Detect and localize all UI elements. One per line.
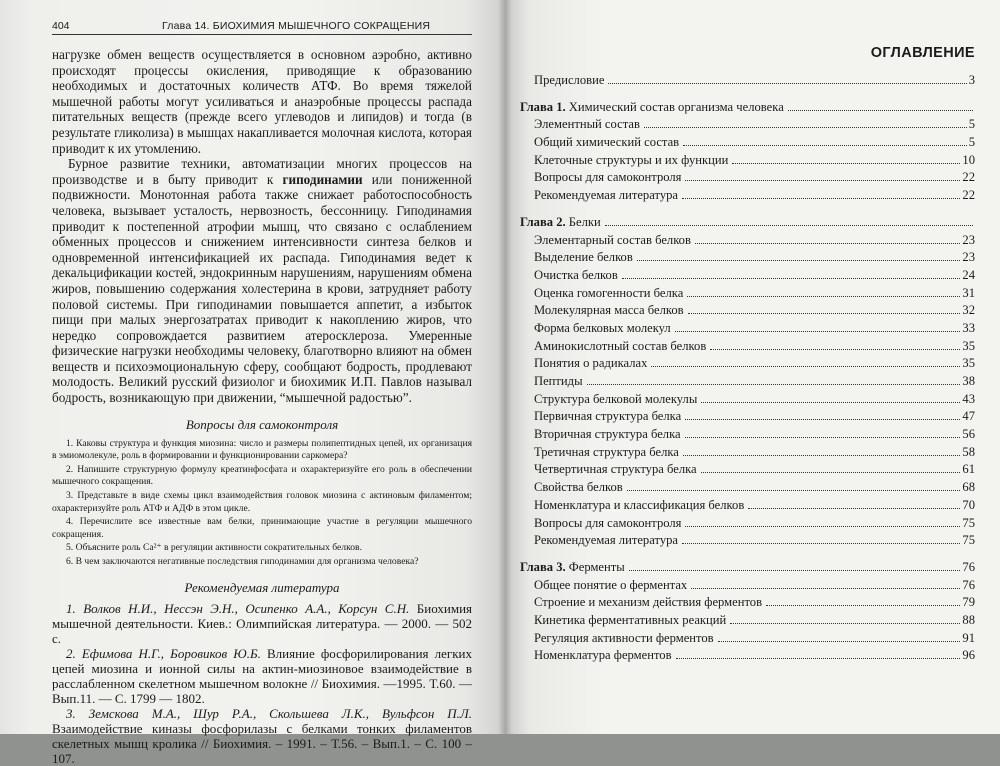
- toc-page-number: 76: [962, 577, 975, 592]
- toc-entry-text: Структура белковой молекулы: [534, 391, 698, 406]
- toc-page-number: 10: [962, 152, 975, 167]
- toc-page-number: 3: [968, 73, 975, 87]
- dot-leader: [682, 542, 960, 544]
- dot-leader: [788, 109, 973, 111]
- toc-entry: [520, 100, 975, 118]
- toc-entry-label: [520, 533, 678, 548]
- dot-leader: [685, 436, 961, 438]
- toc-entry-text: Вопросы для самоконтроля: [534, 170, 682, 185]
- toc-entry-label: [520, 303, 684, 318]
- question-item: 2. Напишите структурную формулу креатинфосфата и охарактеризуйте его роль в обеспечении мышечного сокращения.: [52, 463, 472, 488]
- toc-entry-label: [520, 613, 726, 628]
- dot-leader: [766, 604, 960, 606]
- dot-leader: [675, 330, 961, 332]
- toc-entry-text: Аминокислотный состав белков: [534, 338, 707, 353]
- toc-entry: [520, 445, 975, 463]
- toc-entry-text: Элементарный состав белков: [534, 232, 691, 247]
- paragraph-text: или пониженной подвижности. Монотонная работа также снижает работоспособность человека, вызывает усталость, нервозность, бессонницу. Гиподинамия приводит к постепенной атрофии мышц, что связано с ослаблением обменных процессов и снижением интенсивности синтеза белков и одновременной интенсификацией их распада. Гиподинамия ведет к декальцификации костей, эндокринным нарушениям, нарушениям обмена жиров, повышению содержания холестерина в крови, затрудняет работу половой системы. При гиподинамии повышается аппетит, а избыток пищи при малых энергозатратах приводит к накоплению жиров, что нередко сопровождается развитием атеросклероза. Умеренные физические нагрузки необходимы человеку, благотворно влияют на обмен веществ и психоэмоциональную сферу, сообщают бодрость, продлевают молодость. Великий русский физиолог и биохимик И.П. Павлов называл бодрость, возникающую при движении, “мышечной радостью”.: [52, 171, 472, 406]
- dot-leader: [687, 295, 960, 297]
- toc-entry: [520, 498, 975, 516]
- toc-entry-text: Вторичная структура белка: [534, 427, 681, 442]
- toc-entry-label: [520, 321, 671, 336]
- dot-leader: [637, 259, 961, 261]
- dot-leader: [627, 489, 961, 491]
- reference-item: [52, 601, 472, 646]
- reference-authors: 1. Волков Н.И., Нессэн Э.Н., Осипенко А.А., Корсун С.Н.: [66, 600, 410, 616]
- toc-entry-text: Клеточные структуры и их функции: [534, 152, 729, 167]
- chapter-heading: Глава 14. БИОХИМИЯ МЫШЕЧНОГО СОКРАЩЕНИЯ: [162, 20, 431, 32]
- toc-entry-text: Рекомендуемая литература: [534, 533, 679, 548]
- dot-leader: [683, 454, 961, 456]
- toc-entry-text: Молекулярная масса белков: [534, 303, 684, 318]
- paragraph: нагрузке обмен веществ осуществляется в основном аэробно, активно происходят процессы окисления, приводящие к образованию необходимых и достаточных количеств АТФ. Во время тяжелой мышечной работы могут усиливаться и анаэробные процессы распада питательных веществ (прежде всего углеводов и липидов) и тогда (в результате гликолиза) в мышцах накапливается молочная кислота, которая приводит к их утомлению.: [52, 47, 472, 156]
- toc-entry-label: [520, 445, 679, 460]
- body-text: [52, 47, 472, 406]
- toc-entry: [520, 462, 975, 480]
- dot-leader: [730, 622, 960, 624]
- running-head: [52, 20, 472, 35]
- toc-entry: [520, 286, 975, 304]
- book-spine: [498, 0, 512, 734]
- toc-entry: [520, 117, 975, 135]
- toc-entry-label: [520, 631, 714, 646]
- toc-entry-label: [520, 286, 683, 301]
- toc-entry-text: Кинетика ферментативных реакций: [534, 612, 727, 627]
- toc-entry-label: [520, 268, 618, 283]
- toc-page-number: 61: [962, 462, 975, 477]
- toc-spacer: [520, 206, 975, 215]
- toc-entry-text: Оценка гомогенности белка: [534, 285, 684, 300]
- toc-page-number: 47: [962, 409, 975, 424]
- dot-leader: [691, 587, 960, 589]
- toc-entry: [520, 631, 975, 649]
- literature-heading: Рекомендуемая литература: [184, 579, 340, 595]
- dot-leader: [683, 144, 967, 146]
- toc-entry: [520, 153, 975, 171]
- question-item: 1. Каковы структура и функция миозина: число и размеры полипептидных цепей, их организация в эмиомолекуле, роль в формировании и функционировании саркомера?: [52, 437, 472, 462]
- toc-page-number: 23: [962, 232, 975, 247]
- question-item: 4. Перечислите все известные вам белки, принимающие участие в регуляции мышечного сокращения.: [52, 516, 472, 540]
- toc-entry-label: [520, 427, 681, 442]
- reference-text: Влияние фосфорилирования легких цепей миозина и ионной силы на актин-миозиновое взаимодействие в расслабленном скелетном мышечном волокне // Биохимия. —1995. Т.60. — Вып.11. — С. 1799 — 1802.: [52, 645, 472, 706]
- toc-entry-text: Предисловие: [534, 73, 605, 87]
- table-of-contents: [520, 73, 975, 666]
- dot-leader: [701, 471, 961, 473]
- toc-entry-label: [520, 73, 604, 88]
- toc-page-number: 35: [962, 356, 975, 371]
- dot-leader: [682, 197, 960, 199]
- dot-leader: [748, 507, 960, 509]
- reference-text: Взаимодействие киназы фосфорилазы с белками тонких филаментов скелетных мышц кролика // Биохимия. – 1991. – Т.56. – Вып.1. – С. 100 – 107.: [52, 720, 472, 766]
- paragraph-text: Бурное развитие техники, автоматизации многих процессов на производстве и в быту приводит к: [52, 156, 472, 187]
- toc-page-number: 79: [962, 595, 975, 610]
- toc-entry: [520, 374, 975, 392]
- toc-page-number: 56: [962, 427, 975, 442]
- question-item: 3. Представьте в виде схемы цикл взаимодействия головок миозина с актиновым филаментом; охарактеризуйте роль АТФ и АДФ в этом цикле.: [52, 490, 472, 514]
- toc-page-number: 35: [962, 338, 975, 353]
- dot-leader: [688, 312, 961, 314]
- toc-page-number: 88: [962, 612, 975, 627]
- toc-entry-label: [520, 117, 640, 132]
- toc-entry-label: [520, 153, 728, 168]
- toc-entry-text: Рекомендуемая литература: [534, 188, 679, 203]
- toc-page-number: 38: [962, 374, 975, 388]
- toc-page-number: 76: [962, 559, 975, 574]
- toc-entry-text: Номенклатура ферментов: [534, 648, 672, 663]
- questions-heading: Вопросы для самоконтроля: [185, 416, 339, 432]
- toc-entry: [520, 480, 975, 498]
- toc-entry-text: Элементный состав: [534, 117, 640, 132]
- dot-leader: [718, 640, 961, 642]
- toc-entry: [520, 595, 975, 613]
- toc-entry: [520, 170, 975, 188]
- dot-leader: [651, 365, 960, 367]
- toc-entry: [520, 215, 975, 233]
- dot-leader: [622, 277, 961, 279]
- toc-page-number: 5: [968, 117, 975, 132]
- toc-chapter-number: Глава 2.: [520, 214, 566, 229]
- toc-entry: [520, 648, 975, 666]
- toc-entry-label: [520, 578, 687, 593]
- dot-leader: [732, 162, 960, 164]
- toc-entry-text: Строение и механизм действия ферментов: [534, 595, 763, 610]
- toc-page-number: 5: [968, 135, 975, 150]
- dot-leader: [685, 179, 960, 181]
- toc-entry-text: Пептиды: [534, 374, 583, 388]
- toc-entry-label: [520, 462, 697, 477]
- questions-list: [52, 438, 472, 569]
- toc-entry: [520, 578, 975, 596]
- toc-page-number: 23: [962, 250, 975, 265]
- toc-entry-label: [520, 392, 697, 407]
- toc-title: ОГЛАВЛЕНИЕ: [870, 45, 975, 61]
- toc-page-number: 70: [962, 497, 975, 512]
- reference-item: [52, 646, 472, 706]
- toc-entry-text: Ферменты: [565, 559, 625, 574]
- left-page-content: [52, 20, 472, 766]
- toc-entry-text: Четвертичная структура белка: [534, 462, 697, 477]
- toc-entry: [520, 73, 975, 91]
- toc-page-number: 91: [962, 630, 975, 645]
- dot-leader: [629, 569, 961, 571]
- toc-entry-label: [520, 188, 678, 203]
- toc-spacer: [520, 551, 975, 560]
- toc-entry-label: [520, 648, 672, 663]
- toc-entry-label: [520, 356, 647, 371]
- dot-leader: [608, 82, 966, 84]
- toc-entry-text: Очистка белков: [534, 267, 618, 282]
- question-item: 5. Объясните роль Ca²⁺ в регуляции активности сократительных белков.: [66, 542, 362, 554]
- toc-entry: [520, 268, 975, 286]
- dot-leader: [710, 348, 960, 350]
- toc-entry-label: [520, 170, 681, 185]
- toc-chapter-number: Глава 1.: [520, 99, 566, 114]
- toc-entry-label: [520, 560, 625, 575]
- dot-leader: [587, 383, 961, 385]
- toc-page-number: 31: [962, 285, 975, 300]
- dot-leader: [685, 525, 960, 527]
- toc-entry-text: Химический состав организма человека: [565, 99, 784, 114]
- toc-page-number: 32: [962, 303, 975, 318]
- page-number: 404: [52, 20, 70, 32]
- toc-entry-label: [520, 250, 633, 265]
- toc-entry-text: Общее понятие о ферментах: [534, 577, 688, 592]
- toc-entry-text: Выделение белков: [534, 250, 633, 265]
- toc-page-number: 58: [962, 444, 975, 459]
- toc-entry-label: [520, 215, 601, 230]
- toc-entry: [520, 233, 975, 251]
- toc-page-number: 22: [962, 188, 975, 203]
- reference-authors: 2. Ефимова Н.Г., Боровиков Ю.Б.: [66, 645, 261, 661]
- toc-page-number: 43: [962, 391, 975, 406]
- toc-entry: [520, 427, 975, 445]
- toc-entry-text: Понятия о радикалах: [534, 356, 648, 371]
- toc-entry-label: [520, 100, 784, 115]
- toc-entry: [520, 250, 975, 268]
- toc-entry-text: Общий химический состав: [534, 135, 680, 150]
- toc-entry-label: [520, 595, 762, 610]
- references-list: [52, 601, 472, 766]
- toc-entry: [520, 188, 975, 206]
- toc-entry: [520, 613, 975, 631]
- toc-entry-label: [520, 409, 681, 424]
- toc-entry-label: [520, 339, 706, 354]
- toc-entry-label: [520, 516, 681, 531]
- dot-leader: [644, 126, 967, 128]
- toc-entry-label: [520, 480, 623, 495]
- toc-entry: [520, 409, 975, 427]
- reference-text: Биохимия мышечной деятельности. Киев.: Олимпийская литература. — 2000. — 502 с.: [52, 600, 472, 646]
- dot-leader: [701, 401, 960, 403]
- toc-entry-text: Первичная структура белка: [534, 409, 682, 424]
- toc-page-number: 75: [962, 515, 975, 530]
- dot-leader: [685, 418, 960, 420]
- toc-entry: [520, 321, 975, 339]
- reference-item: [52, 706, 472, 766]
- toc-entry: [520, 303, 975, 321]
- toc-entry: [520, 356, 975, 374]
- toc-entry: [520, 516, 975, 534]
- toc-chapter-number: Глава 3.: [520, 559, 566, 574]
- right-page-content: [520, 20, 975, 666]
- toc-entry: [520, 533, 975, 551]
- toc-entry: [520, 339, 975, 357]
- toc-page-number: 68: [962, 480, 975, 495]
- toc-entry-label: [520, 374, 583, 389]
- toc-entry-text: Номенклатура и классификация белков: [534, 497, 745, 512]
- reference-authors: 3. Земскова М.А., Шур Р.А., Скольшева Л.К., Вульфсон П.Л.: [66, 705, 472, 721]
- toc-entry-text: Регуляция активности ферментов: [534, 630, 714, 645]
- toc-entry-text: Вопросы для самоконтроля: [534, 515, 682, 530]
- toc-entry-text: Третичная структура белка: [534, 444, 679, 459]
- toc-page-number: 24: [962, 267, 975, 282]
- dot-leader: [605, 224, 973, 226]
- toc-page-number: 22: [962, 170, 975, 185]
- toc-entry-text: Белки: [565, 214, 601, 229]
- toc-entry-text: Свойства белков: [534, 480, 623, 495]
- dot-leader: [695, 242, 960, 244]
- toc-page-number: 96: [962, 648, 975, 663]
- dot-leader: [676, 657, 961, 659]
- toc-entry-text: Форма белковых молекул: [534, 320, 671, 335]
- question-item: 6. В чем заключаются негативные последствия гиподинамии для организма человека?: [66, 556, 419, 567]
- toc-entry: [520, 560, 975, 578]
- toc-entry-label: [520, 498, 744, 513]
- paragraph: [52, 156, 472, 406]
- toc-entry-label: [520, 233, 691, 248]
- toc-page-number: 33: [962, 320, 975, 335]
- bold-term: гиподинамии: [282, 171, 363, 187]
- toc-entry-label: [520, 135, 679, 150]
- toc-page-number: 75: [962, 533, 975, 548]
- toc-spacer: [520, 91, 975, 100]
- toc-entry: [520, 392, 975, 410]
- toc-entry: [520, 135, 975, 153]
